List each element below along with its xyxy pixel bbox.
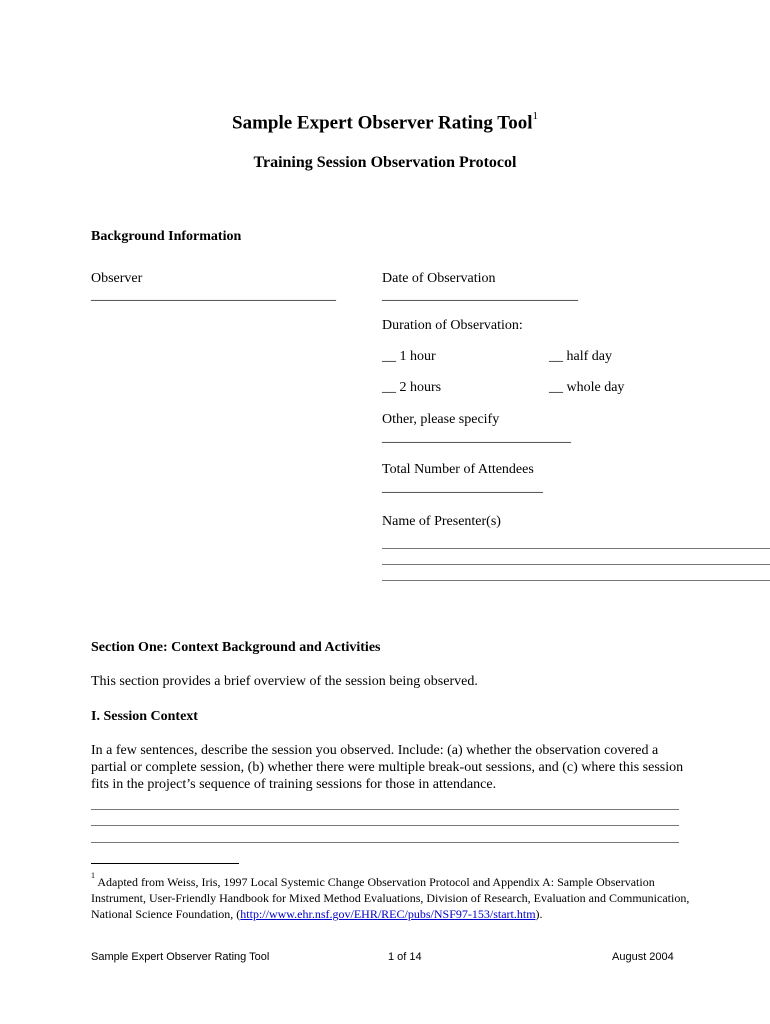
footnote (91, 871, 691, 922)
observer-field[interactable]: ___________________________________ (91, 288, 336, 303)
response-line-3[interactable] (91, 842, 679, 843)
background-heading: Background Information (91, 229, 242, 244)
presenter-line-3[interactable] (382, 580, 770, 581)
duration-option-1-hour[interactable]: __ 1 hour (382, 349, 436, 364)
footnote-text: Adapted from Weiss, Iris, 1997 Local Systemic Change Observation Protocol and Appendix A: Sample Observation Instrument, User-Friendly Handbook for Mixed Method Evaluations, Division of Research, Evaluation and Communication, National Science Foundation, ( (91, 875, 690, 921)
session-context-instructions: In a few sentences, describe the session you observed. Include: (a) whether the observation covered a partial or complete session, (b) whether there were multiple break-out sessions, and (c) where this session fits in the project’s sequence of training sessions for those in attendance. (91, 743, 684, 792)
section-one-intro: This section provides a brief overview of the session being observed. (91, 674, 478, 689)
response-line-1[interactable] (91, 809, 679, 810)
title-footnote-mark: 1 (532, 110, 538, 122)
response-line-2[interactable] (91, 825, 679, 826)
footer-left: Sample Expert Observer Rating Tool (91, 951, 270, 963)
presenter-line-2[interactable] (382, 564, 770, 565)
duration-option-half-day[interactable]: __ half day (549, 349, 612, 364)
footnote-rule (91, 863, 239, 864)
footer-page-number: 1 of 14 (388, 951, 422, 963)
date-label: Date of Observation (382, 271, 496, 286)
title-text: Sample Expert Observer Rating Tool (232, 112, 533, 134)
duration-option-whole-day[interactable]: __ whole day (549, 380, 625, 395)
document-subtitle: Training Session Observation Protocol (253, 154, 517, 171)
date-field[interactable]: ____________________________ (382, 288, 578, 303)
session-context-heading: I. Session Context (91, 709, 198, 724)
presenter-label: Name of Presenter(s) (382, 514, 501, 529)
document-title (0, 112, 770, 134)
footer-date: August 2004 (612, 951, 674, 963)
duration-label: Duration of Observation: (382, 318, 523, 333)
attendees-label: Total Number of Attendees (382, 462, 534, 477)
footnote-mark: 1 (91, 871, 95, 880)
duration-option-2-hours[interactable]: __ 2 hours (382, 380, 442, 395)
attendees-field[interactable]: _______________________ (382, 480, 543, 495)
observer-label: Observer (91, 271, 143, 286)
footnote-end: ). (535, 907, 543, 921)
footnote-link[interactable]: http://www.ehr.nsf.gov/EHR/REC/pubs/NSF97-153/start.htm (240, 907, 536, 921)
other-label: Other, please specify (382, 412, 500, 427)
other-field[interactable]: ___________________________ (382, 430, 571, 445)
section-one-heading: Section One: Context Background and Activities (91, 640, 381, 655)
presenter-line-1[interactable] (382, 548, 770, 549)
